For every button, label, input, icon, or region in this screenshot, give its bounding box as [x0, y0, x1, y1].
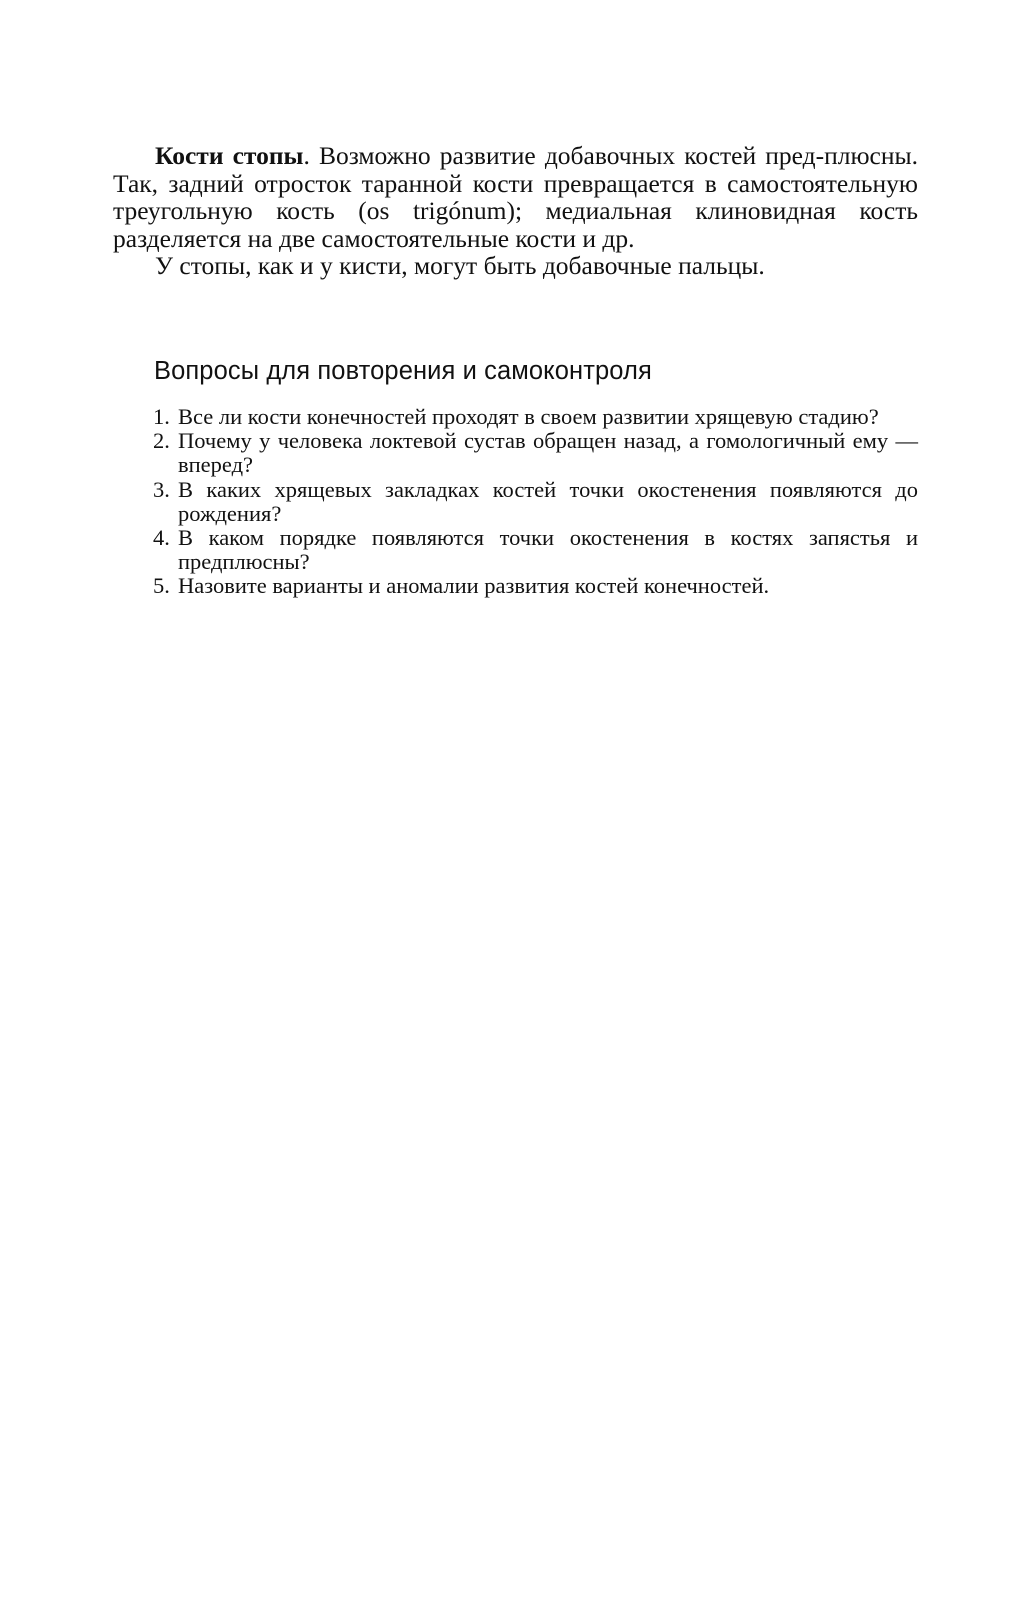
paragraph-extra-toes: У стопы, как и у кисти, могут быть добавочные пальцы. [155, 251, 765, 280]
question-number: 5. [153, 573, 170, 599]
question-text: Все ли кости конечностей проходят в своем развитии хрящевую стадию? [178, 404, 879, 429]
question-text: Почему у человека локтевой сустав обращен назад, а гомологичный ему — вперед? [178, 428, 918, 478]
question-item [153, 574, 918, 598]
run-in-title: Кости стопы [155, 141, 304, 170]
paragraph-text: . Возможно развитие добавочных костей пред-плюсны. Так, задний отросток таранной кости превращается в самостоятельную треугольную кость (os trigónum); медиальная клиновидная кость разделяется на две самостоятельные кости и др. [113, 141, 918, 253]
question-text: Назовите варианты и аномалии развития костей конечностей. [178, 573, 770, 599]
question-item [153, 429, 918, 477]
question-text: В каких хрящевых закладках костей точки окостенения появляются до рождения? [178, 476, 918, 526]
question-number: 1. [153, 404, 170, 429]
question-item [153, 478, 918, 526]
question-number: 3. [153, 476, 170, 502]
body-text [113, 142, 918, 280]
paragraph-foot-bones [113, 142, 918, 252]
question-item [153, 405, 918, 429]
question-item [153, 526, 918, 574]
question-list [153, 405, 918, 599]
question-number: 2. [153, 428, 170, 454]
question-number: 4. [153, 525, 170, 551]
section-heading: Вопросы для повторения и самоконтроля [154, 357, 652, 385]
question-text: В каком порядке появляются точки окостенения в костях запястья и предплюсны? [178, 525, 918, 575]
